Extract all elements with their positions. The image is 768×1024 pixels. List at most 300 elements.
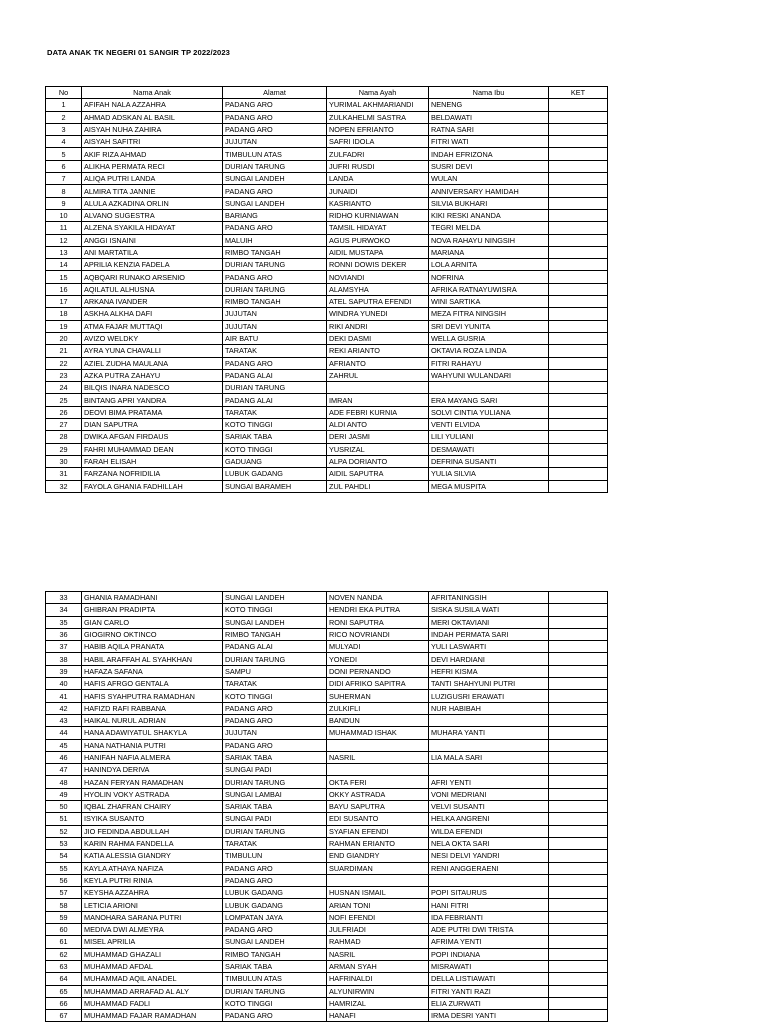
cell-alamat: LUBUK GADANG xyxy=(223,887,327,899)
cell-no: 5 xyxy=(46,148,82,160)
cell-no: 50 xyxy=(46,801,82,813)
cell-nama-anak: ANI MARTATILA xyxy=(82,246,223,258)
cell-nama-anak: ISYIKA SUSANTO xyxy=(82,813,223,825)
cell-ket xyxy=(549,592,608,604)
cell-nama-ayah: RIKI ANDRI xyxy=(327,320,429,332)
cell-nama-anak: HANINDYA DERIVA xyxy=(82,764,223,776)
cell-nama-anak: LETICIA ARIONI xyxy=(82,899,223,911)
cell-nama-ayah: RAHMAD xyxy=(327,936,429,948)
cell-ket xyxy=(549,690,608,702)
cell-nama-ibu: MARIANA xyxy=(429,246,549,258)
table-row xyxy=(46,788,608,800)
cell-nama-ibu: HANI FITRI xyxy=(429,899,549,911)
cell-nama-ibu: MISRAWATI xyxy=(429,960,549,972)
table-row xyxy=(46,246,608,258)
cell-alamat: DURIAN TARUNG xyxy=(223,259,327,271)
cell-ket xyxy=(549,296,608,308)
cell-ket xyxy=(549,825,608,837)
cell-no: 11 xyxy=(46,222,82,234)
cell-nama-anak: AVIZO WELDKY xyxy=(82,332,223,344)
cell-nama-anak: DEOVI BIMA PRATAMA xyxy=(82,406,223,418)
cell-nama-anak: HANA ADAWIYATUL SHAKYLA xyxy=(82,727,223,739)
cell-nama-ibu: VENTI ELVIDA xyxy=(429,419,549,431)
cell-nama-ayah: BAYU SAPUTRA xyxy=(327,801,429,813)
cell-no: 25 xyxy=(46,394,82,406)
cell-no: 19 xyxy=(46,320,82,332)
cell-nama-ibu: SISKA SUSILA WATI xyxy=(429,604,549,616)
cell-ket xyxy=(549,234,608,246)
cell-no: 63 xyxy=(46,960,82,972)
cell-ket xyxy=(549,665,608,677)
cell-no: 3 xyxy=(46,123,82,135)
cell-nama-ayah: HANAFI xyxy=(327,1010,429,1022)
table-row xyxy=(46,825,608,837)
cell-alamat: JUJUTAN xyxy=(223,727,327,739)
table-row xyxy=(46,653,608,665)
cell-nama-ayah xyxy=(327,382,429,394)
table-row xyxy=(46,209,608,221)
cell-no: 64 xyxy=(46,973,82,985)
cell-nama-ibu: AFRIKA RATNAYUWISRA xyxy=(429,283,549,295)
cell-nama-ibu: DEVI HARDIANI xyxy=(429,653,549,665)
cell-no: 41 xyxy=(46,690,82,702)
cell-ket xyxy=(549,222,608,234)
cell-ket xyxy=(549,899,608,911)
cell-no: 7 xyxy=(46,173,82,185)
cell-nama-anak: AYRA YUNA CHAVALLI xyxy=(82,345,223,357)
cell-no: 46 xyxy=(46,751,82,763)
cell-alamat: TARATAK xyxy=(223,678,327,690)
table-row xyxy=(46,924,608,936)
cell-alamat: LUBUK GADANG xyxy=(223,468,327,480)
cell-ket xyxy=(549,776,608,788)
cell-ket xyxy=(549,641,608,653)
table-row xyxy=(46,702,608,714)
cell-alamat: TARATAK xyxy=(223,837,327,849)
cell-nama-anak: MUHAMMAD AQIL ANADEL xyxy=(82,973,223,985)
cell-ket xyxy=(549,874,608,886)
cell-ket xyxy=(549,345,608,357)
cell-ket xyxy=(549,283,608,295)
cell-nama-ayah: ZULKAHELMI SASTRA xyxy=(327,111,429,123)
table-row xyxy=(46,160,608,172)
table-row xyxy=(46,99,608,111)
cell-ket xyxy=(549,788,608,800)
cell-alamat: PADANG ARO xyxy=(223,739,327,751)
cell-no: 43 xyxy=(46,714,82,726)
cell-nama-ayah: REKI ARIANTO xyxy=(327,345,429,357)
cell-ket xyxy=(549,714,608,726)
table-row xyxy=(46,948,608,960)
table-row xyxy=(46,394,608,406)
cell-no: 14 xyxy=(46,259,82,271)
table-row xyxy=(46,801,608,813)
cell-nama-ibu: FITRI WATI xyxy=(429,136,549,148)
table-row xyxy=(46,123,608,135)
document-title: DATA ANAK TK NEGERI 01 SANGIR TP 2022/2023 xyxy=(47,48,230,57)
cell-nama-ayah: HAMRIZAL xyxy=(327,997,429,1009)
cell-nama-ibu: WELLA GUSRIA xyxy=(429,332,549,344)
cell-alamat: DURIAN TARUNG xyxy=(223,653,327,665)
cell-alamat: LOMPATAN JAYA xyxy=(223,911,327,923)
table-row xyxy=(46,764,608,776)
cell-alamat: JUJUTAN xyxy=(223,136,327,148)
cell-no: 57 xyxy=(46,887,82,899)
cell-nama-ayah: RONNI DOWIS DEKER xyxy=(327,259,429,271)
table-row xyxy=(46,148,608,160)
cell-nama-anak: FARZANA NOFRIDILIA xyxy=(82,468,223,480)
header-nama-ayah: Nama Ayah xyxy=(327,87,429,99)
table-row xyxy=(46,345,608,357)
cell-nama-anak: ALIKHA PERMATA RECI xyxy=(82,160,223,172)
cell-ket xyxy=(549,1010,608,1022)
table-row xyxy=(46,443,608,455)
cell-nama-anak: AISYAH SAFITRI xyxy=(82,136,223,148)
cell-nama-ibu: BELDAWATI xyxy=(429,111,549,123)
cell-alamat: SARIAK TABA xyxy=(223,801,327,813)
cell-no: 8 xyxy=(46,185,82,197)
cell-nama-ibu: HEFRI KISMA xyxy=(429,665,549,677)
cell-nama-anak: MUHAMMAD ARRAFAD AL ALY xyxy=(82,985,223,997)
cell-alamat: SUNGAI LAMBAI xyxy=(223,788,327,800)
cell-nama-ayah: AGUS PURWOKO xyxy=(327,234,429,246)
cell-nama-ayah: AIDIL SAPUTRA xyxy=(327,468,429,480)
cell-ket xyxy=(549,764,608,776)
cell-nama-ayah: SUARDIMAN xyxy=(327,862,429,874)
cell-nama-ayah: NOFI EFENDI xyxy=(327,911,429,923)
cell-nama-ayah: KASRIANTO xyxy=(327,197,429,209)
cell-nama-anak: BILQIS INARA NADESCO xyxy=(82,382,223,394)
cell-no: 23 xyxy=(46,369,82,381)
table-row xyxy=(46,960,608,972)
cell-nama-ayah xyxy=(327,874,429,886)
cell-nama-anak: MUHAMMAD AFDAL xyxy=(82,960,223,972)
table-row xyxy=(46,296,608,308)
table-row xyxy=(46,332,608,344)
cell-nama-ibu: YULIA SILVIA xyxy=(429,468,549,480)
cell-nama-ayah: ARMAN SYAH xyxy=(327,960,429,972)
table-row xyxy=(46,197,608,209)
cell-nama-ibu: SRI DEVI YUNITA xyxy=(429,320,549,332)
cell-nama-ibu: FITRI RAHAYU xyxy=(429,357,549,369)
cell-nama-anak: ANGGI ISNAINI xyxy=(82,234,223,246)
cell-nama-anak: HABIL ARAFFAH AL SYAHKHAN xyxy=(82,653,223,665)
cell-nama-anak: AHMAD ADSKAN AL BASIL xyxy=(82,111,223,123)
cell-nama-anak: AISYAH NUHA ZAHIRA xyxy=(82,123,223,135)
table-row xyxy=(46,234,608,246)
cell-nama-ayah: NASRIL xyxy=(327,751,429,763)
cell-nama-ayah: ALAMSYHA xyxy=(327,283,429,295)
cell-nama-anak: HAFIZD RAFI RABBANA xyxy=(82,702,223,714)
cell-ket xyxy=(549,185,608,197)
cell-nama-ayah: ZUL PAHDLI xyxy=(327,480,429,492)
cell-no: 53 xyxy=(46,837,82,849)
cell-nama-ibu: DEFRINA SUSANTI xyxy=(429,455,549,467)
header-alamat: Alamat xyxy=(223,87,327,99)
cell-nama-ayah: YUSRIZAL xyxy=(327,443,429,455)
cell-ket xyxy=(549,332,608,344)
cell-ket xyxy=(549,813,608,825)
cell-nama-anak: APRILIA KENZIA FADELA xyxy=(82,259,223,271)
cell-no: 12 xyxy=(46,234,82,246)
table-row xyxy=(46,173,608,185)
cell-no: 56 xyxy=(46,874,82,886)
cell-ket xyxy=(549,197,608,209)
cell-no: 26 xyxy=(46,406,82,418)
cell-alamat: SUNGAI LANDEH xyxy=(223,197,327,209)
cell-nama-anak: GHANIA RAMADHANI xyxy=(82,592,223,604)
cell-nama-ibu: ERA MAYANG SARI xyxy=(429,394,549,406)
cell-no: 18 xyxy=(46,308,82,320)
cell-ket xyxy=(549,997,608,1009)
cell-nama-ibu xyxy=(429,739,549,751)
cell-no: 60 xyxy=(46,924,82,936)
cell-nama-ibu: VELVI SUSANTI xyxy=(429,801,549,813)
cell-no: 21 xyxy=(46,345,82,357)
cell-no: 38 xyxy=(46,653,82,665)
cell-nama-ayah: NASRIL xyxy=(327,948,429,960)
cell-nama-ayah: JUFRI RUSDI xyxy=(327,160,429,172)
cell-nama-anak: HAFAZA SAFANA xyxy=(82,665,223,677)
cell-ket xyxy=(549,443,608,455)
cell-nama-anak: HAIKAL NURUL ADRIAN xyxy=(82,714,223,726)
cell-nama-ibu: NENENG xyxy=(429,99,549,111)
cell-no: 30 xyxy=(46,455,82,467)
cell-nama-ibu: RATNA SARI xyxy=(429,123,549,135)
table-row xyxy=(46,1010,608,1022)
cell-nama-ayah: ZULFADRI xyxy=(327,148,429,160)
cell-alamat: PADANG ALAI xyxy=(223,641,327,653)
cell-nama-anak: DIAN SAPUTRA xyxy=(82,419,223,431)
cell-no: 35 xyxy=(46,616,82,628)
cell-no: 13 xyxy=(46,246,82,258)
cell-nama-ayah: MUHAMMAD ISHAK xyxy=(327,727,429,739)
cell-ket xyxy=(549,357,608,369)
cell-nama-ibu: SOLVI CINTIA YULIANA xyxy=(429,406,549,418)
cell-ket xyxy=(549,653,608,665)
table-row xyxy=(46,776,608,788)
cell-nama-ibu: NOFRINA xyxy=(429,271,549,283)
cell-ket xyxy=(549,973,608,985)
cell-no: 61 xyxy=(46,936,82,948)
cell-no: 48 xyxy=(46,776,82,788)
cell-no: 28 xyxy=(46,431,82,443)
cell-alamat: DURIAN TARUNG xyxy=(223,382,327,394)
cell-ket xyxy=(549,431,608,443)
cell-no: 62 xyxy=(46,948,82,960)
table-row xyxy=(46,628,608,640)
cell-nama-anak: KATIA ALESSIA GIANDRY xyxy=(82,850,223,862)
table-row xyxy=(46,406,608,418)
cell-nama-ibu: MUHARA YANTI xyxy=(429,727,549,739)
cell-no: 34 xyxy=(46,604,82,616)
table-row xyxy=(46,111,608,123)
cell-no: 39 xyxy=(46,665,82,677)
cell-nama-ibu xyxy=(429,874,549,886)
cell-nama-ayah: ALPA DORIANTO xyxy=(327,455,429,467)
cell-alamat: KOTO TINGGI xyxy=(223,419,327,431)
cell-nama-ibu: LIA MALA SARI xyxy=(429,751,549,763)
cell-nama-ibu: WULAN xyxy=(429,173,549,185)
table-row xyxy=(46,419,608,431)
cell-nama-ibu: MEZA FITRA NINGSIH xyxy=(429,308,549,320)
cell-no: 24 xyxy=(46,382,82,394)
cell-alamat: RIMBO TANGAH xyxy=(223,246,327,258)
cell-ket xyxy=(549,209,608,221)
cell-nama-anak: AKIF RIZA AHMAD xyxy=(82,148,223,160)
cell-nama-anak: JIO FEDINDA ABDULLAH xyxy=(82,825,223,837)
cell-nama-anak: KEYLA PUTRI RINIA xyxy=(82,874,223,886)
cell-alamat: KOTO TINGGI xyxy=(223,690,327,702)
cell-nama-ayah: DIDI AFRIKO SAPITRA xyxy=(327,678,429,690)
cell-alamat: SARIAK TABA xyxy=(223,960,327,972)
cell-nama-anak: AQILATUL ALHUSNA xyxy=(82,283,223,295)
cell-nama-ayah: JULFRIADI xyxy=(327,924,429,936)
cell-ket xyxy=(549,160,608,172)
cell-nama-anak: GIOGIRNO OKTINCO xyxy=(82,628,223,640)
header-ket: KET xyxy=(549,87,608,99)
cell-alamat: DURIAN TARUNG xyxy=(223,985,327,997)
cell-alamat: RIMBO TANGAH xyxy=(223,628,327,640)
table-row xyxy=(46,592,608,604)
cell-nama-ayah: ADE FEBRI KURNIA xyxy=(327,406,429,418)
cell-nama-anak: AZKA PUTRA ZAHAYU xyxy=(82,369,223,381)
cell-ket xyxy=(549,739,608,751)
cell-no: 6 xyxy=(46,160,82,172)
table-row xyxy=(46,973,608,985)
cell-nama-ayah: END GIANDRY xyxy=(327,850,429,862)
cell-nama-anak: GIAN CARLO xyxy=(82,616,223,628)
cell-ket xyxy=(549,727,608,739)
cell-nama-anak: HAZAN FERYAN RAMADHAN xyxy=(82,776,223,788)
cell-no: 37 xyxy=(46,641,82,653)
cell-ket xyxy=(549,936,608,948)
cell-ket xyxy=(549,406,608,418)
cell-nama-anak: ALULA AZKADINA ORLIN xyxy=(82,197,223,209)
cell-no: 22 xyxy=(46,357,82,369)
cell-ket xyxy=(549,924,608,936)
cell-nama-ibu: HELKA ANGRENI xyxy=(429,813,549,825)
table-row xyxy=(46,862,608,874)
cell-nama-ibu: WILDA EFENDI xyxy=(429,825,549,837)
cell-nama-anak: KEYSHA AZZAHRA xyxy=(82,887,223,899)
cell-nama-ibu: AFRITANINGSIH xyxy=(429,592,549,604)
cell-no: 49 xyxy=(46,788,82,800)
cell-nama-ayah: AFRIANTO xyxy=(327,357,429,369)
table-row xyxy=(46,739,608,751)
cell-nama-anak: BINTANG APRI YANDRA xyxy=(82,394,223,406)
cell-ket xyxy=(549,455,608,467)
table-row xyxy=(46,369,608,381)
cell-no: 58 xyxy=(46,899,82,911)
cell-ket xyxy=(549,111,608,123)
cell-nama-ayah: HENDRI EKA PUTRA xyxy=(327,604,429,616)
cell-alamat: DURIAN TARUNG xyxy=(223,776,327,788)
cell-no: 52 xyxy=(46,825,82,837)
cell-nama-anak: ALZENA SYAKILA HIDAYAT xyxy=(82,222,223,234)
cell-nama-anak: HAFIS AFRGO GENTALA xyxy=(82,678,223,690)
cell-ket xyxy=(549,616,608,628)
student-table-2 xyxy=(45,591,608,1022)
table-row xyxy=(46,887,608,899)
cell-no: 40 xyxy=(46,678,82,690)
cell-ket xyxy=(549,862,608,874)
table-row xyxy=(46,616,608,628)
cell-nama-ibu: INDAH PERMATA SARI xyxy=(429,628,549,640)
cell-nama-ayah: MULYADI xyxy=(327,641,429,653)
table-row xyxy=(46,727,608,739)
cell-ket xyxy=(549,628,608,640)
cell-nama-ayah: ZAHRUL xyxy=(327,369,429,381)
table-row xyxy=(46,431,608,443)
cell-nama-anak: AFIFAH NALA AZZAHRA xyxy=(82,99,223,111)
cell-ket xyxy=(549,850,608,862)
cell-alamat: SUNGAI BARAMEH xyxy=(223,480,327,492)
table-row xyxy=(46,222,608,234)
cell-alamat: JUJUTAN xyxy=(223,308,327,320)
cell-ket xyxy=(549,259,608,271)
cell-ket xyxy=(549,837,608,849)
table-row xyxy=(46,850,608,862)
cell-ket xyxy=(549,173,608,185)
cell-nama-anak: HABIB AQILA PRANATA xyxy=(82,641,223,653)
cell-alamat: PADANG ARO xyxy=(223,702,327,714)
cell-nama-anak: MEDIVA DWI ALMEYRA xyxy=(82,924,223,936)
cell-alamat: LUBUK GADANG xyxy=(223,899,327,911)
cell-nama-anak: HANA NATHANIA PUTRI xyxy=(82,739,223,751)
cell-nama-ayah: RONI SAPUTRA xyxy=(327,616,429,628)
cell-ket xyxy=(549,887,608,899)
cell-alamat: SUNGAI PADI xyxy=(223,813,327,825)
cell-no: 47 xyxy=(46,764,82,776)
cell-no: 32 xyxy=(46,480,82,492)
cell-alamat: PADANG ARO xyxy=(223,123,327,135)
cell-nama-ayah: YURIMAL AKHMARIANDI xyxy=(327,99,429,111)
cell-alamat: PADANG ALAI xyxy=(223,369,327,381)
cell-ket xyxy=(549,751,608,763)
cell-no: 10 xyxy=(46,209,82,221)
cell-no: 59 xyxy=(46,911,82,923)
cell-alamat: AIR BATU xyxy=(223,332,327,344)
cell-alamat: DURIAN TARUNG xyxy=(223,283,327,295)
cell-nama-ayah xyxy=(327,764,429,776)
cell-nama-ibu: MEGA MUSPITA xyxy=(429,480,549,492)
cell-alamat: SARIAK TABA xyxy=(223,431,327,443)
cell-nama-anak: FAHRI MUHAMMAD DEAN xyxy=(82,443,223,455)
cell-nama-ibu: RENI ANGGERAENI xyxy=(429,862,549,874)
cell-nama-ibu: POPI SITAURUS xyxy=(429,887,549,899)
cell-nama-anak: KARIN RAHMA FANDELLA xyxy=(82,837,223,849)
cell-nama-ibu: NUR HABIBAH xyxy=(429,702,549,714)
cell-alamat: RIMBO TANGAH xyxy=(223,948,327,960)
cell-nama-ibu: LUZIGUSRI ERAWATI xyxy=(429,690,549,702)
table-row xyxy=(46,911,608,923)
cell-nama-anak: AQBQARI RUNAKO ARSENIO xyxy=(82,271,223,283)
table-row xyxy=(46,271,608,283)
cell-ket xyxy=(549,369,608,381)
cell-nama-anak: IQBAL ZHAFRAN CHAIRY xyxy=(82,801,223,813)
cell-no: 54 xyxy=(46,850,82,862)
cell-nama-ibu: WINI SARTIKA xyxy=(429,296,549,308)
student-table-1 xyxy=(45,86,608,493)
cell-nama-ayah: RAHMAN ERIANTO xyxy=(327,837,429,849)
cell-nama-ibu: MERI OKTAVIANI xyxy=(429,616,549,628)
cell-ket xyxy=(549,419,608,431)
table-row xyxy=(46,604,608,616)
cell-alamat: TARATAK xyxy=(223,345,327,357)
cell-nama-ayah: DONI PERNANDO xyxy=(327,665,429,677)
cell-nama-ibu xyxy=(429,764,549,776)
